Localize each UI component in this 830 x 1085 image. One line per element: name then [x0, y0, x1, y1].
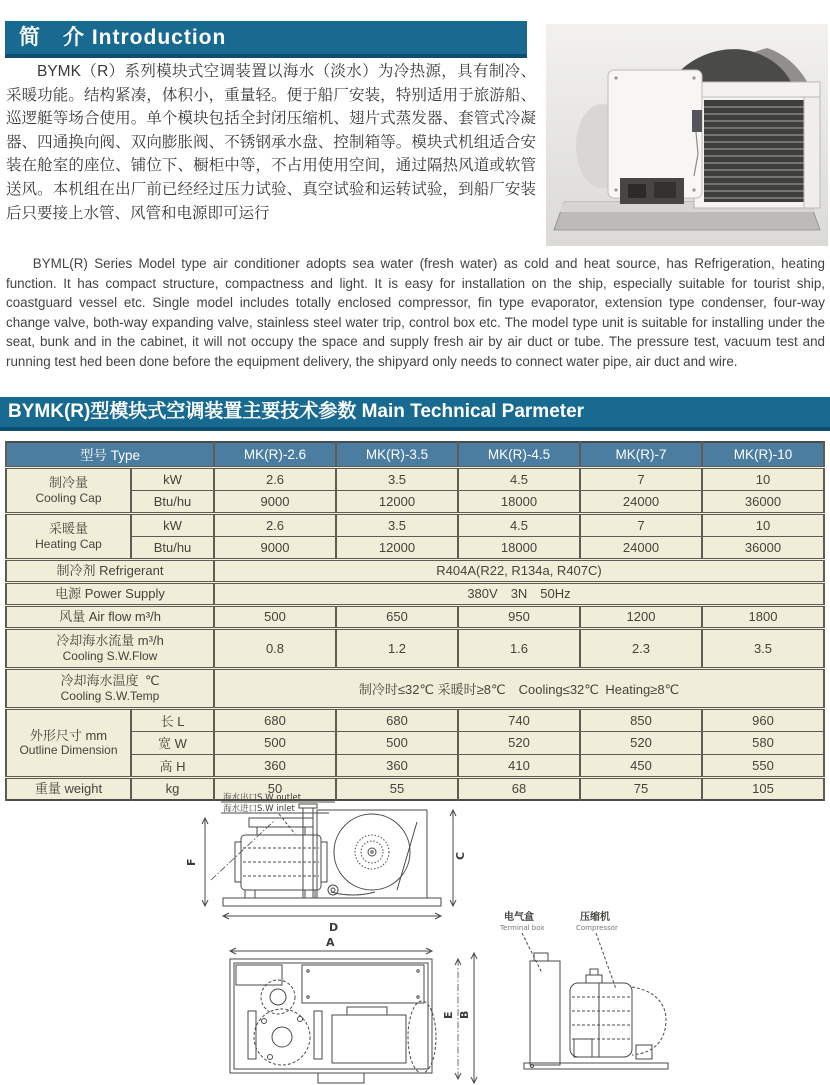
row-label-sw-flow-cn: 冷却海水流量 m³/h: [56, 633, 164, 648]
spec-cell: 550: [702, 754, 824, 777]
spec-cell: 500: [336, 731, 458, 754]
duct-flange: [303, 808, 313, 898]
dim-D: [223, 913, 441, 934]
col-header-model: MK(R)-2.6: [214, 442, 336, 467]
col-header-type: 型号 Type: [6, 442, 214, 467]
end-base-sketch: [524, 1063, 668, 1069]
row-label-cooling-cn: 制冷量: [48, 475, 88, 490]
spec-cell: 1800: [702, 605, 824, 628]
spec-cell: 680: [214, 708, 336, 731]
spec-cell: 500: [214, 731, 336, 754]
dim-A: [230, 936, 432, 954]
row-label-airflow: 风量 Air flow m³/h: [6, 605, 214, 628]
row-label-heating: [6, 513, 131, 559]
spec-cell: 2.6: [214, 467, 336, 490]
spec-cell: 18000: [458, 536, 580, 559]
tech-banner-title: BYMK(R)型模块式空调装置主要技术参数 Main Technical Parmeter: [8, 401, 585, 422]
plan-outline: [230, 959, 432, 1073]
spec-cell: 105: [702, 777, 824, 800]
spec-cell: 650: [336, 605, 458, 628]
spec-cell: 410: [458, 754, 580, 777]
row-label-heating-cn: 采暖量: [48, 521, 88, 536]
duct-flange-top: [299, 804, 317, 808]
dim-C-label: C: [454, 851, 467, 860]
spec-cell: 7: [580, 467, 702, 490]
col-header-model: MK(R)-4.5: [458, 442, 580, 467]
unit-cell: kW: [131, 513, 214, 536]
col-header-model: MK(R)-10: [702, 442, 824, 467]
unit-cell: kW: [131, 467, 214, 490]
dim-A-label: A: [326, 936, 335, 949]
tech-banner: [0, 397, 830, 431]
spec-cell: 3.5: [336, 513, 458, 536]
unit-cell: 长 L: [131, 708, 214, 731]
dim-E-label: E: [442, 1011, 455, 1019]
compressor-sketch: [235, 818, 338, 898]
terminal-box-label-cn: 电气盒: [504, 912, 534, 923]
row-label-dimensions-en: Outline Dimension: [19, 743, 118, 758]
row-label-refrigerant: 制冷剂 Refrigerant: [6, 559, 214, 582]
spec-cell: 2.6: [214, 513, 336, 536]
terminal-box-label-en: Terminal box: [500, 924, 545, 932]
spec-cell: 3.5: [702, 628, 824, 668]
unit-cell: 高 H: [131, 754, 214, 777]
spec-cell: 12000: [336, 490, 458, 513]
spec-cell: 4.5: [458, 467, 580, 490]
unit-cell: Btu/hu: [131, 490, 214, 513]
condenser-coil-cabinet: [694, 82, 820, 208]
dim-C: [450, 810, 467, 906]
spec-cell: 10: [702, 467, 824, 490]
spec-cell: 9000: [214, 490, 336, 513]
spec-cell: 520: [580, 731, 702, 754]
plan-view-drawing: [222, 935, 522, 1085]
row-label-weight: 重量 weight: [6, 777, 131, 800]
spec-table: [5, 441, 825, 801]
spec-cell: 950: [458, 605, 580, 628]
spec-cell: 360: [336, 754, 458, 777]
spec-cell: 3.5: [336, 467, 458, 490]
compressor-label-en: Compressor: [576, 924, 618, 932]
spec-cell: 740: [458, 708, 580, 731]
spec-cell: 2.3: [580, 628, 702, 668]
row-label-cooling: [6, 467, 131, 513]
power-value: 380V 3N 50Hz: [214, 582, 824, 605]
spec-cell: 0.8: [214, 628, 336, 668]
row-label-power: 电源 Power Supply: [6, 582, 214, 605]
intro-banner: [5, 21, 527, 58]
compressor-end-sketch: [570, 969, 666, 1059]
row-label-sw-flow: [6, 628, 214, 668]
row-label-heating-en: Heating Cap: [35, 536, 102, 551]
row-label-dimensions: [6, 708, 131, 777]
sw-inlet-label: 海水进口S.W inlet: [223, 804, 295, 814]
terminal-box-sketch: [530, 953, 560, 1065]
spec-cell: 1.6: [458, 628, 580, 668]
spec-cell: 680: [336, 708, 458, 731]
spec-cell: 520: [458, 731, 580, 754]
row-label-sw-temp-en: Cooling S.W.Temp: [60, 688, 160, 703]
dim-D-label: D: [329, 921, 339, 934]
unit-cell: Btu/hu: [131, 536, 214, 559]
spec-cell: 1.2: [336, 628, 458, 668]
row-label-dimensions-cn: 外形尺寸 mm: [29, 727, 108, 743]
spec-cell: 450: [580, 754, 702, 777]
unit-cell: kg: [131, 777, 214, 800]
spec-cell: 360: [214, 754, 336, 777]
dim-B-label: B: [458, 1010, 471, 1019]
col-header-model: MK(R)-3.5: [336, 442, 458, 467]
spec-cell: 36000: [702, 536, 824, 559]
product-photo: [546, 24, 828, 246]
spec-cell: 500: [214, 605, 336, 628]
intro-paragraph-cn: BYMK（R）系列模块式空调装置以海水（淡水）为冷热源，具有制冷、采暖功能。结构紧凑，体积小，重量轻。便于船厂安装，特别适用于旅游船、巡逻艇等场合使用。单个模块包括全封闭压缩机、翅片式蒸发器、套管式冷凝器、四通换向阀、双向膨胀阀、不锈钢承水盘、控制箱等。模块式机组适合安装在舱室的座位、铺位下、橱柜中等，不占用使用空间，通过隔热风道或软管送风。本机组在出厂前已经经过压力试验、真空试验和运转试验，到船厂安装后只要接上水管、风管和电源即可运行: [6, 63, 536, 222]
spec-cell: 9000: [214, 536, 336, 559]
spec-cell: 50: [214, 777, 336, 800]
intro-banner-title: 简 介 Introduction: [19, 26, 227, 49]
spec-cell: 55: [336, 777, 458, 800]
side-view-drawing: [183, 790, 498, 940]
row-label-sw-flow-en: Cooling S.W.Flow: [62, 648, 158, 663]
row-label-cooling-en: Cooling Cap: [35, 490, 102, 505]
sw-temp-value: 制冷时≤32℃ 采暖时≥8℃ Cooling≤32℃ Heating≥8℃: [214, 668, 824, 708]
spec-cell: 4.5: [458, 513, 580, 536]
row-label-sw-temp-cn: 冷却海水温度 ℃: [60, 673, 160, 688]
spec-cell: 24000: [580, 536, 702, 559]
spec-cell: 1200: [580, 605, 702, 628]
dim-F: [185, 818, 208, 906]
compressor-cavity: [620, 178, 684, 204]
spec-cell: 10: [702, 513, 824, 536]
row-label-sw-temp: [6, 668, 214, 708]
spec-cell: 580: [702, 731, 824, 754]
spec-cell: 75: [580, 777, 702, 800]
dim-B: [458, 953, 477, 1083]
sw-outlet-label: 海水出口S.W outlet: [223, 793, 302, 803]
spec-cell: 7: [580, 513, 702, 536]
spec-cell: 36000: [702, 490, 824, 513]
spec-cell: 24000: [580, 490, 702, 513]
intro-paragraph-en: BYML(R) Series Model type air conditioner adopts sea water (fresh water) as cold and heat source, has Refrigeration, heating function. It has compact structure, compactness and light. It is easy for installation on the ship, especially suitable for tourist ship, coastguard vessel etc. Single model includes totally enclosed compressor, fin type evaporator, extension type condenser, four-way change valve, both-way expanding valve, stainless steel water trip, control box etc. The model type unit is suitable for installing under the seat, bunk and in the cabinet, it will not occupy the space and supply fresh air by air duct or tube. The pressure test, vacuum test and running test hed been done before the equipment delivery, the shipyard only needs to connect water pipe, air duct and wire.: [6, 256, 825, 369]
spec-cell: 960: [702, 708, 824, 731]
spec-cell: 12000: [336, 536, 458, 559]
spec-cell: 68: [458, 777, 580, 800]
col-header-model: MK(R)-7: [580, 442, 702, 467]
end-view-drawing: [478, 905, 713, 1075]
unit-cell: 宽 W: [131, 731, 214, 754]
plan-components: [236, 965, 436, 1083]
refrigerant-value: R404A(R22, R134a, R407C): [214, 559, 824, 582]
spec-cell: 850: [580, 708, 702, 731]
spec-cell: 18000: [458, 490, 580, 513]
base-sketch: [223, 898, 441, 906]
dim-F-label: F: [185, 858, 198, 866]
compressor-label-cn: 压缩机: [580, 912, 610, 923]
